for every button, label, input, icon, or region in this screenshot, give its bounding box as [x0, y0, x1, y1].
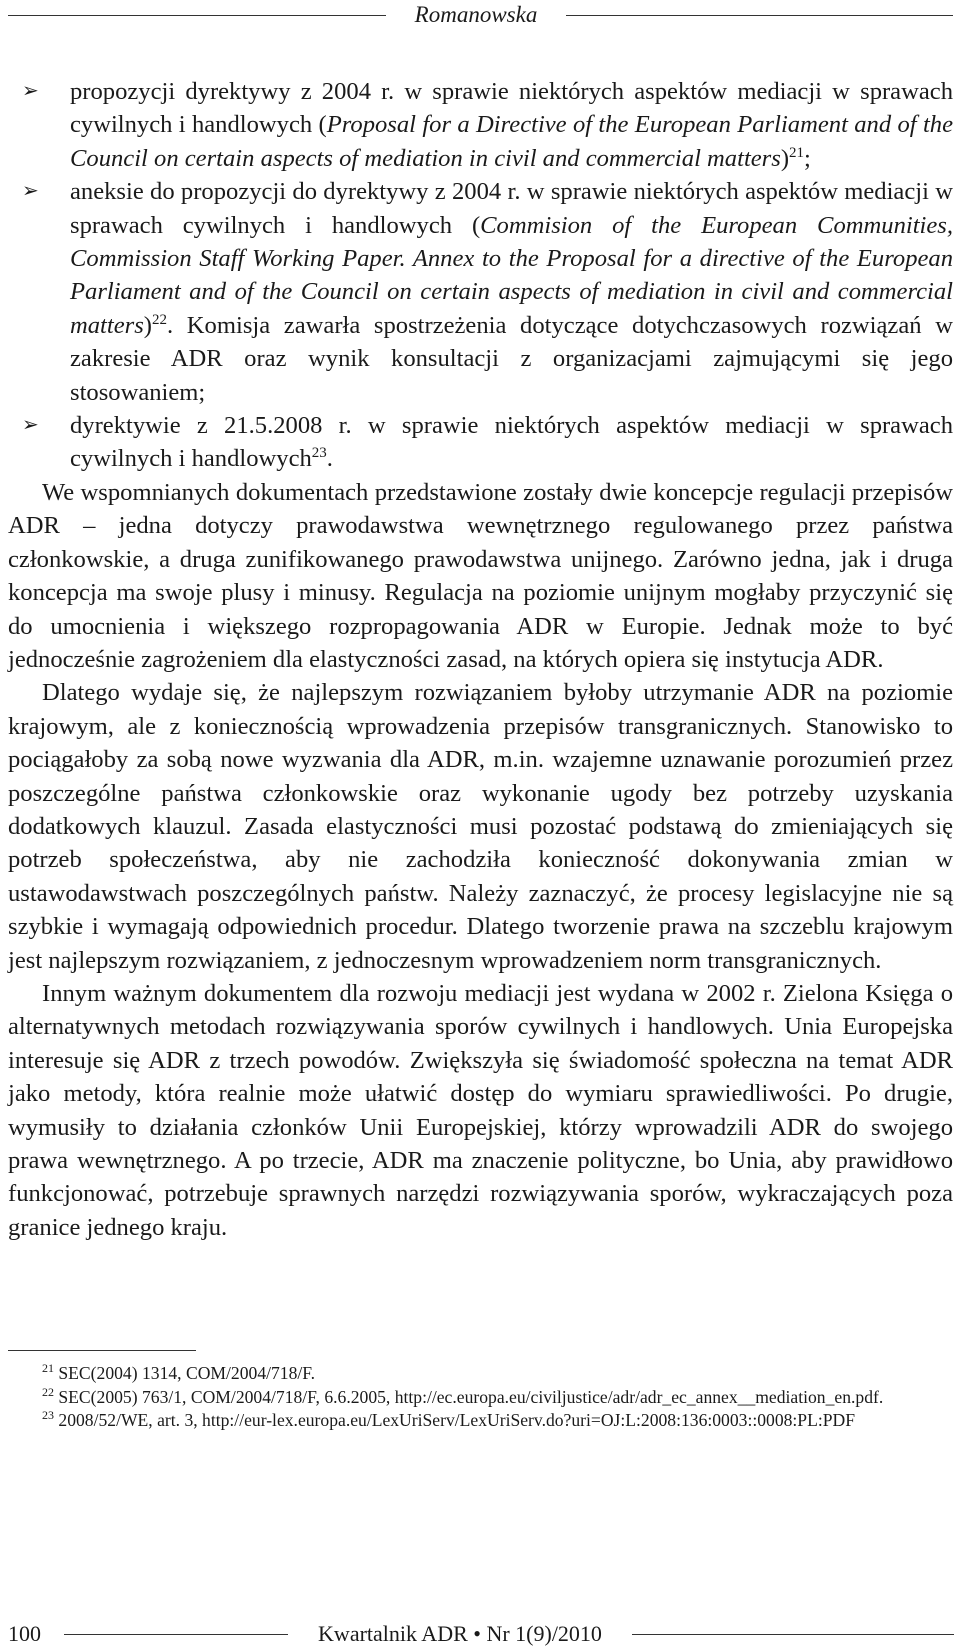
italic-text: Proposal for a Directive of the European Parliament and of the Council on certain aspects of mediation in civil and commercial matters — [70, 111, 953, 172]
footnotes — [8, 1362, 953, 1433]
text-run: . — [326, 445, 333, 473]
footer-rule-right — [632, 1634, 954, 1635]
bullet-item — [8, 409, 953, 476]
journal-title: Kwartalnik ADR • Nr 1(9)/2010 — [318, 1621, 602, 1646]
footnote-ref: 22 — [151, 311, 167, 328]
text-run: ) — [143, 311, 152, 339]
footnote-ref: 21 — [789, 144, 805, 161]
footer-rule-left — [64, 1634, 288, 1635]
body-paragraph: Dlatego wydaje się, że najlepszym rozwiązaniem byłoby utrzymanie ADR na poziomie krajowym, ale z koniecznością wprowadzenia przepisów transgranicznych. Stanowisko to pociągałoby za sobą nowe wyzwania dla ADR, m.in. wzajemne uznawanie porozumień przez poszczególne państwa członkowskie oraz wykonanie ugody bez potrzeby uzyskania dodatkowych klauzul. Zasada elastyczności musi pozostać podstawą do zmieniających się potrzeb społeczeństwa, aby nie zachodziła konieczność dokonywania zmian w ustawodawstwach poszczególnych państw. Należy zaznaczyć, że procesy legislacyjne nie są szybkie i wymagają odpowiednich procedur. Dlatego tworzenie prawa na szczeblu krajowym jest najlepszym rozwiązaniem, z jednoczesnym wprowadzeniem norm transgranicznych. — [8, 679, 953, 974]
header-author: Romanowska — [414, 2, 538, 27]
footnote-ref: 23 — [311, 445, 327, 462]
header-rule-right — [566, 15, 953, 16]
arrow-bullet-icon: ➢ — [22, 80, 39, 102]
body-paragraph: We wspomnianych dokumentach przedstawione zostały dwie koncepcje regulacji przepisów ADR – jedna dotyczy prawodawstwa wewnętrznego regulowanego przez państwa członkowskie, a druga zunifikowanego prawodawstwa unijnego. Zarówno jedna, jak i druga koncepcja ma swoje plusy i minusy. Regulacja na poziomie unijnym mogłaby przyczynić się do umocnienia i większego rozpropagowania ADR w Europie. Jednak może to być jednocześnie zagrożeniem dla elastyczności zasad, na których opiera się instytucja ADR. — [8, 478, 953, 673]
bullet-item — [8, 75, 953, 175]
footnote: $^{23}$ 2008/52/WE, art. 3, http://eur-lex.europa.eu/LexUriServ/LexUriServ.do?uri=OJ:L:2008:136:0003::0008:PL:PDF — [42, 1408, 855, 1430]
footnote-text: SEC(2005) 763/1, COM/2004/718/F, 6.6.2005, http://ec.europa.eu/civiljustice/adr/adr_ec_annex__mediation_en.pdf. — [54, 1386, 884, 1407]
running-footer — [0, 1622, 960, 1647]
bullet-list — [8, 75, 953, 476]
text-run: . Komisja zawarła spostrzeżenia dotyczące dotychczasowych rozwiązań w zakresie ADR oraz wynik konsultacji z organizacjami zajmującymi się jego stosowaniem; — [70, 311, 953, 406]
running-header — [0, 0, 960, 34]
body-paragraph: Innym ważnym dokumentem dla rozwoju mediacji jest wydana w 2002 r. Zielona Księga o alternatywnych metodach rozwiązywania sporów cywilnych i handlowych. Unia Europejska interesuje się ADR z trzech powodów. Zwiększyła się świadomość społeczna na temat ADR jako metody, która realnie może ułatwić dostęp do wymiaru sprawiedliwości. Po drugie, wymusiły to działania członków Unii Europejskiej, którzy wprowadzili ADR do swojego prawa wewnętrznego. A po trzecie, ADR ma znaczenie polityczne, bo Unia, aby prawidłowo funkcjonować, potrzebuje sprawnych narzędzi rozwiązywania sporów, wykraczających poza granice jednego kraju. — [8, 979, 953, 1241]
italic-text: Commision of the European Communities, Commission Staff Working Paper. Annex to the Proposal for a directive of the European Parliament and of the Council on certain aspects of mediation in civil and commercial matters — [70, 211, 953, 339]
arrow-bullet-icon: ➢ — [22, 180, 39, 203]
text-run: dyrektywie z 21.5.2008 r. w sprawie niektórych aspektów mediacji w sprawach cywilnych i handlowych — [70, 412, 953, 473]
arrow-bullet-icon: ➢ — [22, 414, 39, 437]
footnote-text: 2008/52/WE, art. 3, http://eur-lex.europa.eu/LexUriServ/LexUriServ.do?uri=OJ:L:2008:136:0003::0008:PL:PDF — [54, 1410, 855, 1430]
bullet-item — [8, 175, 953, 409]
footnote-text: SEC(2004) 1314, COM/2004/718/F. — [54, 1363, 316, 1383]
text-run: ; — [804, 144, 811, 172]
text-run: propozycji dyrektywy z 2004 r. w sprawie niektórych aspektów mediacji w sprawach cywilnych i handlowych ( — [70, 78, 953, 139]
header-rule-left — [8, 15, 386, 16]
footnote: $^{22}$ SEC(2005) 763/1, COM/2004/718/F, 6.6.2005, http://ec.europa.eu/civiljustice/adr/adr_ec_annex__mediation_en.pdf. — [42, 1384, 884, 1407]
text-run: aneksie do propozycji do dyrektywy z 2004 r. w sprawie niektórych aspektów mediacji w sprawach cywilnych i handlowych ( — [70, 178, 953, 239]
text-run: ) — [780, 144, 790, 172]
footnote: $^{21}$ SEC(2004) 1314, COM/2004/718/F. — [42, 1361, 316, 1383]
page-number: 100 — [8, 1621, 41, 1646]
main-text — [8, 75, 953, 1244]
footnote-separator — [8, 1350, 196, 1351]
